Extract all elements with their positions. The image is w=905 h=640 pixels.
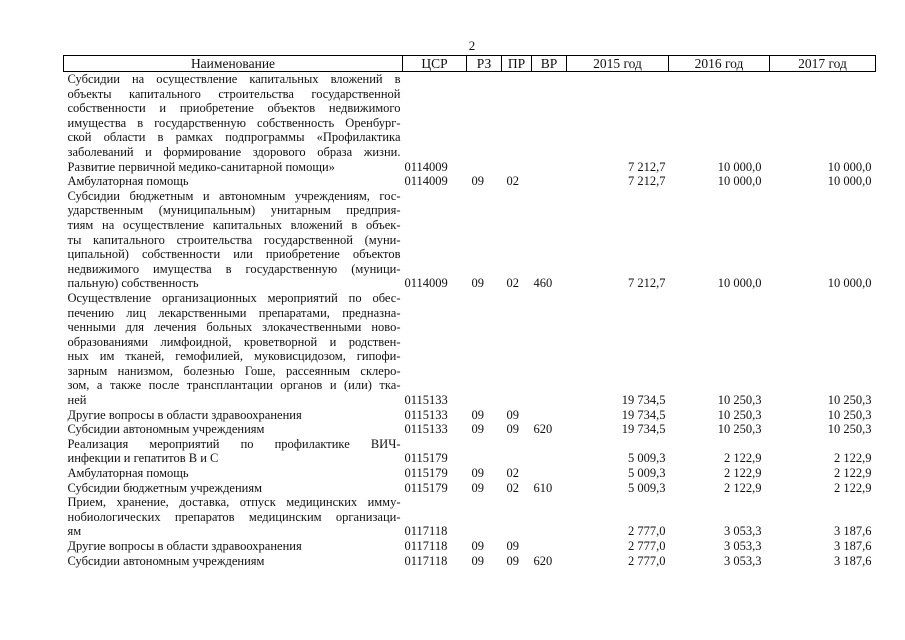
row-name bbox=[64, 189, 403, 291]
row-name-line: нобиологических препаратов медицинским организаци- bbox=[67, 509, 401, 524]
row-value-2016: 10 250,3 bbox=[717, 407, 762, 422]
row-value-2016: 10 000,0 bbox=[717, 174, 762, 189]
row-csr: 0114009 bbox=[404, 159, 448, 174]
row-name-line: Субсидии автономным учреждениям bbox=[67, 422, 265, 437]
row-name-line: имущества в государственную собственность Оренбург- bbox=[67, 115, 401, 130]
table-row bbox=[64, 408, 876, 423]
row-value-2016: 2 122,9 bbox=[724, 480, 762, 495]
table-row bbox=[64, 72, 876, 175]
row-name-line: печению лиц лекарственными препаратами, предназна- bbox=[67, 305, 401, 320]
row-value-2016: 10 000,0 bbox=[717, 159, 762, 174]
row-value-2016: 2 122,9 bbox=[724, 451, 762, 466]
row-value-2017: 10 250,3 bbox=[827, 393, 872, 408]
row-name-line: ям bbox=[67, 524, 82, 539]
row-value-2015: 19 734,5 bbox=[621, 422, 666, 437]
row-name-line: образованиями лимфоидной, кроветворной и родствен- bbox=[67, 334, 401, 349]
row-vr: 620 bbox=[533, 553, 553, 568]
row-rz: 09 bbox=[471, 174, 484, 189]
row-name-line: Амбулаторная помощь bbox=[67, 466, 189, 481]
row-name-line: Субсидии на осуществление капитальных вложений в bbox=[67, 72, 401, 86]
row-value-2017: 3 187,6 bbox=[834, 524, 872, 539]
row-csr: 0117118 bbox=[404, 539, 448, 553]
row-value-2016: 3 053,3 bbox=[724, 524, 762, 539]
row-vr bbox=[532, 539, 567, 554]
row-rz: 09 bbox=[471, 466, 484, 481]
row-pr: 09 bbox=[506, 407, 519, 422]
row-name-line: ской области в рамках подпрограммы «Профилактика bbox=[67, 130, 401, 145]
row-value-2015: 5 009,3 bbox=[628, 451, 666, 466]
row-value-2016: 10 250,3 bbox=[717, 422, 762, 437]
row-csr: 0115179 bbox=[404, 466, 448, 481]
row-value-2017: 2 122,9 bbox=[834, 466, 872, 481]
row-pr bbox=[502, 291, 532, 408]
row-csr: 0114009 bbox=[404, 174, 448, 189]
row-name-line: зарным нанизмом, болезнью Гоше, рассеянным склеро- bbox=[67, 363, 401, 378]
table-row bbox=[64, 481, 876, 496]
row-name bbox=[64, 408, 403, 423]
row-name bbox=[64, 554, 403, 569]
row-name bbox=[64, 466, 403, 481]
table-row bbox=[64, 437, 876, 466]
row-value-2015: 2 777,0 bbox=[628, 553, 666, 568]
row-value-2015: 19 734,5 bbox=[621, 407, 666, 422]
row-vr: 620 bbox=[533, 422, 553, 437]
row-rz bbox=[467, 495, 502, 539]
table-row bbox=[64, 189, 876, 291]
row-rz: 09 bbox=[471, 553, 484, 568]
row-rz: 09 bbox=[471, 539, 484, 553]
table-row bbox=[64, 174, 876, 189]
column-header-2017: 2017 год bbox=[770, 56, 876, 72]
row-name-line: Субсидии автономным учреждениям bbox=[67, 553, 265, 568]
row-name bbox=[64, 437, 403, 466]
row-name-line: Прием, хранение, доставка, отпуск медицинских иммy- bbox=[67, 495, 401, 510]
row-name-line: объекты капитального строительства государственной bbox=[67, 86, 401, 101]
row-name bbox=[64, 422, 403, 437]
row-rz bbox=[467, 291, 502, 408]
row-pr: 02 bbox=[506, 466, 519, 481]
row-value-2017: 10 000,0 bbox=[827, 276, 872, 291]
row-name bbox=[64, 481, 403, 496]
table-row bbox=[64, 495, 876, 539]
table-body bbox=[64, 72, 876, 569]
row-csr: 0115179 bbox=[404, 480, 448, 495]
table-row bbox=[64, 291, 876, 408]
row-csr: 0117118 bbox=[404, 524, 448, 539]
row-value-2015: 5 009,3 bbox=[628, 480, 666, 495]
row-value-2017: 3 187,6 bbox=[834, 553, 872, 568]
row-value-2016: 10 250,3 bbox=[717, 393, 762, 408]
row-pr: 09 bbox=[506, 422, 519, 437]
table-row bbox=[64, 554, 876, 569]
row-value-2016: 3 053,3 bbox=[724, 553, 762, 568]
row-vr bbox=[532, 72, 567, 175]
row-name-line: ных им тканей, гемофилией, муковисцидозом, гипофи- bbox=[67, 349, 401, 364]
row-vr bbox=[532, 437, 567, 466]
column-header-rz: РЗ bbox=[467, 56, 502, 72]
row-name-line: ченными для лечения больных злокачественными ново- bbox=[67, 320, 401, 335]
row-csr: 0117118 bbox=[404, 553, 448, 568]
row-name-line: ней bbox=[67, 393, 87, 408]
row-rz bbox=[467, 437, 502, 466]
row-name-line: заболеваний и формирование здорового образа жизни. bbox=[67, 144, 401, 159]
row-value-2016: 10 000,0 bbox=[717, 276, 762, 291]
budget-table bbox=[63, 55, 876, 568]
row-name-line: Другие вопросы в области здравоохранения bbox=[67, 539, 302, 553]
column-header-csr: ЦСР bbox=[403, 56, 467, 72]
row-name-line: Другие вопросы в области здравоохранения bbox=[67, 407, 302, 422]
column-header-2016: 2016 год bbox=[669, 56, 770, 72]
row-vr: 610 bbox=[533, 480, 553, 495]
row-name-line: ципальной) собственности или приобретение объектов bbox=[67, 247, 401, 262]
row-value-2017: 10 250,3 bbox=[827, 422, 872, 437]
row-name-line: инфекции и гепатитов В и С bbox=[67, 451, 219, 466]
row-pr: 02 bbox=[506, 480, 519, 495]
row-name-line: недвижимого имущества в государственную (муници- bbox=[67, 261, 401, 276]
row-name-line: Субсидии бюджетным и автономным учреждениям, гос- bbox=[67, 188, 401, 203]
column-header-name: Наименование bbox=[64, 56, 403, 72]
row-value-2017: 2 122,9 bbox=[834, 451, 872, 466]
page-number: 2 bbox=[468, 38, 476, 53]
column-header-vr: ВР bbox=[532, 56, 567, 72]
row-name-line: собственности и приобретение объектов недвижимого bbox=[67, 101, 401, 116]
row-csr: 0115179 bbox=[404, 451, 448, 466]
row-name-line: Развитие первичной медико-санитарной помощи» bbox=[67, 159, 335, 174]
row-value-2017: 2 122,9 bbox=[834, 480, 872, 495]
row-value-2016: 2 122,9 bbox=[724, 466, 762, 481]
row-value-2017: 3 187,6 bbox=[834, 539, 872, 553]
row-value-2015: 19 734,5 bbox=[621, 393, 666, 408]
row-value-2015: 2 777,0 bbox=[628, 524, 666, 539]
row-value-2015: 7 212,7 bbox=[628, 174, 666, 189]
row-vr bbox=[532, 408, 567, 423]
column-header-pr: ПР bbox=[502, 56, 532, 72]
row-name bbox=[64, 291, 403, 408]
row-name-line: Субсидии бюджетным учреждениям bbox=[67, 480, 263, 495]
row-value-2015: 7 212,7 bbox=[628, 159, 666, 174]
row-value-2015: 2 777,0 bbox=[628, 539, 666, 553]
row-name-line: ударственным (муниципальным) унитарным предприя- bbox=[67, 203, 401, 218]
table-row bbox=[64, 539, 876, 554]
row-value-2017: 10 250,3 bbox=[827, 407, 872, 422]
row-vr bbox=[532, 291, 567, 408]
row-pr: 02 bbox=[506, 174, 519, 189]
row-vr: 460 bbox=[533, 276, 553, 291]
row-rz bbox=[467, 72, 502, 175]
row-rz: 09 bbox=[471, 422, 484, 437]
row-name-line: тиям на осуществление капитальных вложений в объек- bbox=[67, 217, 401, 232]
row-name-line: зом, а также после трансплантации органов и (или) тка- bbox=[67, 378, 401, 393]
row-pr: 02 bbox=[506, 276, 519, 291]
row-value-2015: 5 009,3 bbox=[628, 466, 666, 481]
row-name bbox=[64, 72, 403, 175]
row-value-2017: 10 000,0 bbox=[827, 174, 872, 189]
row-name-line: Реализация мероприятий по профилактике ВИЧ- bbox=[67, 436, 401, 451]
row-vr bbox=[532, 174, 567, 189]
row-name-line: ты капитального строительства государственной (муни- bbox=[67, 232, 401, 247]
row-rz: 09 bbox=[471, 407, 484, 422]
row-csr: 0115133 bbox=[404, 422, 448, 437]
row-pr: 09 bbox=[506, 553, 519, 568]
row-csr: 0115133 bbox=[404, 407, 448, 422]
row-value-2016: 3 053,3 bbox=[724, 539, 762, 553]
table-row bbox=[64, 422, 876, 437]
row-pr bbox=[502, 437, 532, 466]
row-pr bbox=[502, 495, 532, 539]
row-vr bbox=[532, 495, 567, 539]
row-value-2017: 10 000,0 bbox=[827, 159, 872, 174]
row-name bbox=[64, 174, 403, 189]
row-vr bbox=[532, 466, 567, 481]
row-name-line: Осуществление организационных мероприятий по обес- bbox=[67, 290, 401, 305]
table-row bbox=[64, 466, 876, 481]
row-name bbox=[64, 495, 403, 539]
row-pr: 09 bbox=[506, 539, 519, 553]
table-header bbox=[64, 56, 876, 72]
row-csr: 0115133 bbox=[404, 393, 448, 408]
row-name-line: Амбулаторная помощь bbox=[67, 174, 189, 189]
column-header-2015: 2015 год bbox=[567, 56, 669, 72]
row-rz: 09 bbox=[471, 480, 484, 495]
row-csr: 0114009 bbox=[404, 276, 448, 291]
row-name bbox=[64, 539, 403, 554]
row-value-2015: 7 212,7 bbox=[628, 276, 666, 291]
row-name-line: пальную) собственность bbox=[67, 276, 199, 291]
row-pr bbox=[502, 72, 532, 175]
row-rz: 09 bbox=[471, 276, 484, 291]
